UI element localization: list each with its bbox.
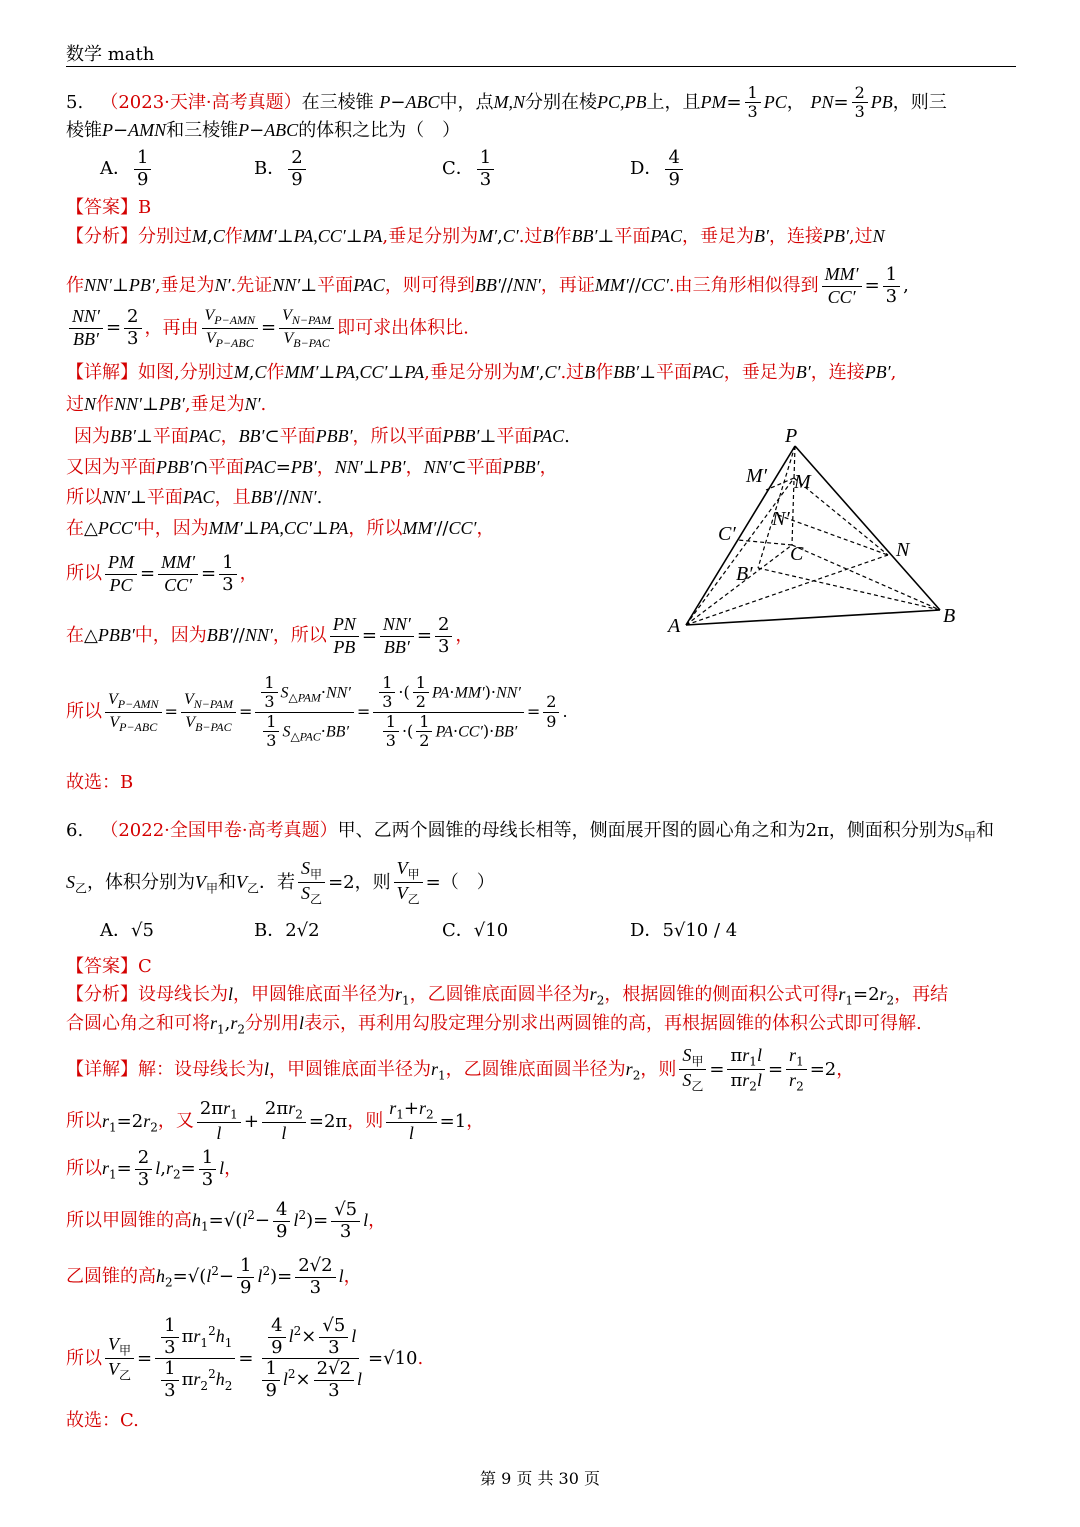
q6-text: 所以甲圆锥的高 — [66, 1210, 192, 1232]
q5-option-c — [442, 148, 497, 190]
edge-pb — [795, 446, 940, 610]
q6-option-a — [100, 916, 154, 942]
q6-text: ，则 — [640, 1058, 677, 1080]
q5-text: 棱锥 — [66, 120, 102, 141]
option-num: 2 — [288, 148, 305, 170]
seg-bb — [758, 568, 940, 610]
tetrahedron-figure — [660, 420, 980, 640]
q6-option-c — [442, 916, 508, 942]
q5-conclusion: 故选：B — [66, 772, 134, 793]
q6-text: ，再结 — [894, 984, 949, 1005]
q5-text: 因为 — [74, 426, 110, 447]
q5-detail-line8: 在△PBB′中，因为BB′//NN′，所以 $\frac{PN}{PB}$ = $\frac{NN'}{BB'}$ = $\frac{2}{3}$ ， — [66, 614, 474, 657]
q5-text: ,过 — [848, 226, 873, 247]
option-label: A． — [100, 158, 131, 180]
q6-text: ，乙圆锥底面圆半径为 — [445, 1058, 626, 1080]
q5-source: （2023·天津·高考真题） — [100, 91, 302, 113]
q6-text: ，乙圆锥底面圆半径为 — [409, 984, 590, 1005]
label-m: M — [794, 471, 811, 493]
q5-analysis-line1: 【分析】分别过M,C作MM′⊥PA,CC′⊥PA,垂足分别为M′,C′.过B作BB′⊥平面PAC，垂足为B′，连接PB′,过N — [66, 226, 885, 247]
q5-text: 平面 — [614, 226, 651, 247]
seg-am — [686, 478, 794, 625]
label-c-prime: C′ — [718, 523, 736, 545]
label-p: P — [785, 425, 798, 447]
q5-text: ， — [316, 457, 335, 478]
option-value: 5√10 / 4 — [662, 920, 738, 941]
q6-text: ，则 — [347, 1110, 384, 1132]
q5-stem-line2: 棱锥P−AMN和三棱锥P−ABC的体积之比为（ ） — [66, 120, 461, 141]
q5-text: 分别过 — [138, 226, 192, 247]
q5-text: 上，且 — [646, 91, 701, 113]
answer-tag: 【答案】 — [66, 956, 138, 977]
q6-detail-line1: 【详解】解：设母线长为l，甲圆锥底面半径为$r_1$，乙圆锥底面圆半径为$r_2$，则 $\frac{S_甲}{S_乙}$ = $\frac{\pi r_1l}{\pi r_2l}$ = $\frac{r_1}{r_2}$ =2， — [66, 1045, 855, 1094]
answer-value: B — [138, 197, 152, 218]
q5-text: .过 — [518, 226, 543, 247]
edge-pa — [686, 446, 795, 625]
label-n-prime: N′ — [772, 508, 790, 530]
q5-detail-line5: 所以NN′⊥平面PAC，且BB′//NN′. — [66, 487, 323, 508]
q5-option-d — [630, 148, 686, 190]
q5-text: 平面 — [279, 426, 316, 447]
q5-text: 过 — [66, 394, 84, 415]
option-value: 2√2 — [285, 920, 320, 941]
label-b-prime: B′ — [736, 563, 753, 585]
q5-text: 在 — [66, 625, 84, 647]
q6-text: ，根据圆锥的侧面积公式可得 — [604, 984, 839, 1005]
q6-number: 6. — [66, 820, 84, 841]
q5-text: 作 — [66, 275, 84, 297]
q6-text: ，侧面积分别为 — [828, 820, 955, 841]
q5-detail-line6: 在△PCC′中，因为MM′⊥PA,CC′⊥PA，所以MM′//CC′， — [66, 518, 495, 539]
q5-text: ,垂足为 — [154, 275, 215, 297]
q6-conclusion: 故选：C. — [66, 1410, 139, 1431]
q5-text: 在三棱锥 — [301, 91, 374, 113]
q6-text: 设母线长为 — [138, 984, 228, 1005]
q6-text: 和 — [975, 820, 994, 841]
q6-detail-line5: 乙圆锥的高$h_2=√(l^2-$ $\frac{1}{9}$ $l^2)=$ $\frac{2√2}{3}$ l， — [66, 1255, 362, 1298]
q5-answer — [66, 197, 151, 219]
q5-text: 平面 — [496, 426, 533, 447]
q6-text: ，体积分别为 — [87, 871, 196, 893]
q6-text: 合圆心角之和可将 — [66, 1013, 210, 1034]
q6-text: =（ ） — [425, 871, 495, 893]
option-den: 9 — [291, 168, 303, 190]
q5-option-b — [254, 148, 309, 190]
q5-text: ， — [405, 457, 424, 478]
q5-text: ，连接 — [810, 362, 865, 383]
q5-text: ，垂足为 — [723, 362, 796, 383]
q6-option-d — [630, 916, 737, 942]
q5-text: ， — [220, 426, 239, 447]
q5-text: 中，因为 — [134, 625, 207, 647]
page-footer: 第 9 页 共 30 页 — [480, 1469, 600, 1488]
q5-text: 所以 — [66, 487, 102, 508]
edge-pc — [792, 446, 795, 545]
q5-text: ，且 — [214, 487, 251, 508]
analysis-tag: 【分析】 — [66, 984, 138, 1005]
q6-text: =2，则 — [328, 871, 391, 893]
option-num: 1 — [477, 148, 494, 170]
option-den: 3 — [479, 168, 492, 190]
q6-text: 分别用 — [245, 1013, 300, 1034]
seg-cc — [738, 540, 792, 545]
edge-ab — [686, 610, 940, 625]
detail-tag: 【详解】 — [66, 362, 138, 383]
option-label: C． — [442, 920, 474, 941]
q6-text: 表示，再利用勾股定理分别求出两圆锥的高，再根据圆锥的体积公式即可得解. — [304, 1013, 922, 1034]
q6-detail-line3: 所以$r_1=$ $\frac{2}{3}$ $l,r_2=$ $\frac{1}{3}$ l， — [66, 1147, 243, 1190]
q5-text: ,垂足分别为 — [424, 362, 520, 383]
label-a: A — [668, 615, 681, 637]
q5-text: ，所以 — [272, 625, 327, 647]
option-label: D． — [630, 920, 663, 941]
q5-text: ，所以平面 — [352, 426, 443, 447]
q5-text: ，再证 — [540, 275, 595, 297]
q5-text: 作 — [266, 362, 285, 383]
q5-stem-line1: 5. （2023·天津·高考真题）在三棱锥 P−ABC中，点M,N分别在棱PC,PB上，且PM= $\frac{1}{3}$ PC， PN= $\frac{2}{3}$ PB，则三 — [66, 83, 947, 122]
q6-text: ，又 — [157, 1110, 194, 1132]
q5-detail-line9: 所以 $\frac{V_{P-AMN}}{V_{P-ABC}}$ = $\frac{V_{N-PAM}}{V_{B-PAC}}$ = $\frac{1}{3}$ $S_{\triangle PAM}\cdot NN'$ $\frac{1}{3}$ $S_{\triangle PAC}\cdot BB'$ = $\frac{1}{3}$ ·( $\frac{1}{2}$ PA·MM′)·NN′ $\frac{1}{3}$ ·( $\frac{1}{2}$ PA·CC′)·BB′ = $\frac{2}{9}$ . — [66, 673, 568, 751]
q5-text: 所以 — [66, 700, 102, 722]
q5-text: 平面 — [656, 362, 693, 383]
q5-text: ，则三 — [892, 91, 947, 113]
q5-text: ,垂足为 — [184, 394, 245, 415]
q6-text: ，甲圆锥底面半径为 — [233, 984, 396, 1005]
option-num: 1 — [134, 148, 151, 170]
q5-text: ，垂足为 — [682, 226, 755, 247]
option-num: 4 — [665, 148, 682, 170]
q5-text: 所以 — [66, 563, 102, 585]
q5-text: 作 — [96, 394, 115, 415]
q5-text: .过 — [560, 362, 585, 383]
q6-answer — [66, 956, 152, 978]
q6-analysis-line2: 合圆心角之和可将$r_1,r_2$分别用l表示，再利用勾股定理分别求出两圆锥的高，再根据圆锥的体积公式即可得解. — [66, 1013, 922, 1037]
q5-detail-line3: 因为BB′⊥平面PAC，BB′⊂平面PBB′，所以平面PBB′⊥平面PAC. — [74, 426, 570, 447]
option-den: 9 — [668, 168, 680, 190]
q5-text: 平面 — [152, 426, 189, 447]
q5-text: ，再由 — [144, 317, 199, 339]
q5-text: 中，因为 — [136, 518, 209, 539]
detail-tag: 【详解】 — [66, 1058, 138, 1080]
option-label: C． — [442, 158, 474, 180]
q5-option-a — [100, 148, 154, 190]
option-label: D． — [630, 158, 663, 180]
option-label: B． — [254, 920, 286, 941]
label-c: C — [790, 543, 804, 565]
q5-text: 的体积之比为（ ） — [298, 120, 461, 141]
q5-text: 平面 — [466, 457, 503, 478]
q5-detail-line2: 过N作NN′⊥PB′,垂足为N′. — [66, 394, 267, 415]
q5-text: 作 — [224, 226, 243, 247]
q5-text: ,垂足分别为 — [382, 226, 479, 247]
q6-text: 所以 — [66, 1347, 102, 1369]
q5-text: .先证 — [230, 275, 273, 297]
q5-text: 分别在棱 — [524, 91, 597, 113]
q5-text: 即可求出体积比. — [337, 317, 469, 339]
q6-detail-line4: 所以甲圆锥的高$h_1=√(l^2-$ $\frac{4}{9}$ $l^2)=$ $\frac{√5}{3}$ l， — [66, 1199, 387, 1242]
q5-analysis-line2: 作NN′⊥PB′,垂足为N′.先证NN′⊥平面PAC，则可得到BB′//NN′，再证MM′//CC′.由三角形相似得到 $\frac{MM'}{CC'}$ = $\frac{1}{3}$ , — [66, 264, 909, 307]
q6-stem-line2: $S_乙$，体积分别为$V_甲$和$V_乙$．若 $\frac{S_甲}{S_乙}$ =2，则 $\frac{V_甲}{V_乙}$ =（ ） — [66, 858, 495, 907]
answer-tag: 【答案】 — [66, 197, 138, 218]
q5-text: 作 — [553, 226, 572, 247]
q5-text: .由三角形相似得到 — [668, 275, 819, 297]
edge-cb — [792, 545, 940, 610]
q5-text: 平面 — [317, 275, 354, 297]
q5-text: ，连接 — [768, 226, 823, 247]
q5-analysis-line3: $\frac{NN'}{BB'}$ = $\frac{2}{3}$ ，再由 $\frac{V_{P-AMN}}{V_{P-ABC}}$ = $\frac{V_{N-PAM}}{V_{B-PAC}}$ 即可求出体积比. — [66, 306, 469, 351]
q6-text: 乙圆锥的高 — [66, 1266, 156, 1288]
q5-text: 平面 — [208, 457, 245, 478]
q5-text: 中，点 — [439, 91, 494, 113]
q6-text: ．若 — [259, 871, 296, 893]
label-n: N — [896, 539, 910, 561]
label-b: B — [943, 605, 956, 627]
q5-text: ，则可得到 — [384, 275, 475, 297]
q6-option-b — [254, 916, 320, 942]
option-value: √5 — [131, 920, 154, 941]
q6-source: （2022·全国甲卷·高考真题） — [100, 820, 338, 841]
q5-text: ，所以 — [348, 518, 403, 539]
answer-value: C — [138, 956, 152, 977]
q6-text: 甲、乙两个圆锥的母线长相等，侧面展开图的圆心角之和为 — [337, 820, 806, 841]
q6-stem-line1: 6. （2022·全国甲卷·高考真题）甲、乙两个圆锥的母线长相等，侧面展开图的圆心角之和为2π，侧面积分别为$S_甲$和 — [66, 820, 994, 844]
option-label: A． — [100, 920, 131, 941]
q6-analysis-line1: 【分析】设母线长为l，甲圆锥底面半径为$r_1$，乙圆锥底面圆半径为$r_2$，根据圆锥的侧面积公式可得$r_1=2r_2$，再结 — [66, 984, 949, 1008]
q6-text: 所以 — [66, 1110, 102, 1132]
option-label: B． — [254, 158, 286, 180]
q5-text: 和三棱锥 — [166, 120, 239, 141]
q5-text: 又因为平面 — [66, 457, 156, 478]
q6-detail-line6: 所以 $\frac{V_甲}{V_乙}$ = $\frac{1}{3}$ $\pi r_1^2h_1$ $\frac{1}{3}$ $\pi r_2^2h_2$ = $\frac{4}{9}$ $l^2\times$ $\frac{√5}{3}$ l $\frac{1}{9}$ $l^2\times$ $\frac{2√2}{3}$ l =√10. — [66, 1315, 424, 1402]
header-rule — [66, 66, 1016, 67]
q5-number: 5. — [66, 91, 84, 113]
q6-text: ，甲圆锥底面半径为 — [269, 1058, 432, 1080]
page-header: 数学 math — [66, 44, 155, 65]
q5-detail-line4: 又因为平面PBB′∩平面PAC=PB′，NN′⊥PB′，NN′⊂平面PBB′， — [66, 457, 558, 478]
option-value: √10 — [473, 920, 509, 941]
q5-text: 作 — [595, 362, 614, 383]
q5-text: 如图,分别过 — [138, 362, 234, 383]
analysis-tag: 【分析】 — [66, 226, 138, 247]
label-m-prime: M′ — [746, 465, 768, 487]
q5-text: 在 — [66, 518, 84, 539]
edge-ac — [686, 545, 792, 625]
q6-detail-line2: 所以$r_1=2r_2$，又 $\frac{2\pi r_1}{l}$ + $\frac{2\pi r_2}{l}$ =2π，则 $\frac{r_1+r_2}{l}$ =1， — [66, 1098, 485, 1144]
q5-detail-line7: 所以 $\frac{PM}{PC}$ = $\frac{MM'}{CC'}$ = $\frac{1}{3}$ ， — [66, 552, 258, 595]
q6-text: 和 — [218, 871, 237, 893]
q6-text: 所以 — [66, 1158, 102, 1180]
option-den: 9 — [137, 168, 149, 190]
q5-detail-line1: 【详解】如图,分别过M,C作MM′⊥PA,CC′⊥PA,垂足分别为M′,C′.过B作BB′⊥平面PAC，垂足为B′，连接PB′, — [66, 362, 897, 383]
q6-text: 解：设母线长为 — [138, 1058, 264, 1080]
q5-text: 平面 — [146, 487, 183, 508]
